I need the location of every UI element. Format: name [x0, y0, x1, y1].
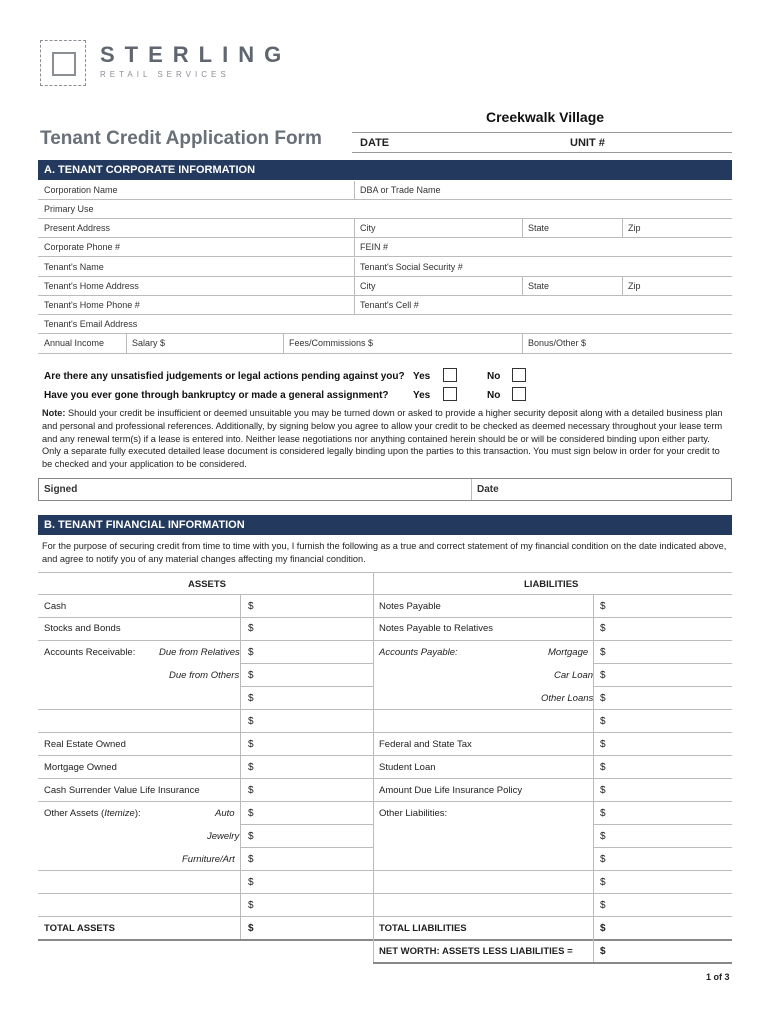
yes-label: Yes: [413, 390, 431, 401]
total-liabilities-dollar[interactable]: $: [600, 923, 606, 934]
property-name: Creekwalk Village: [486, 109, 605, 125]
no-label: No: [487, 390, 501, 401]
table-rule: [240, 686, 373, 687]
form-row[interactable]: [38, 277, 732, 296]
header-rule: [352, 132, 732, 133]
table-rule: [38, 801, 732, 802]
asset-ar: Accounts Receivable:: [44, 647, 136, 658]
table-rule: [38, 709, 373, 710]
asset-real-estate: Real Estate Owned: [44, 739, 126, 750]
note-text: Should your credit be insufficient or deemed unsuitable you may be turned down or asked to provide a higher security deposit along with a detailed business plan and personal and professional references. Additionally, by signing below you agree to allow your credit to be checked as deemed necessary throughout your lease term and any renewal term(s) if a lease is entered into. Neither lease negotiations nor anything contained herein should be or will be considered binding upon either party. Only a separate fully executed detailed lease document is considered legally binding upon the parties to this transaction. You must sign below in order for your credit to be checked and your application to be considered.: [42, 408, 723, 470]
bankruptcy-no-checkbox[interactable]: [512, 387, 526, 401]
date-label[interactable]: DATE: [360, 137, 390, 149]
liab-other-loans: Other Loans: [541, 693, 594, 704]
signed-label: Signed: [44, 484, 78, 495]
no-label: No: [487, 371, 501, 382]
asset-cash: Cash: [44, 601, 67, 612]
email-label: Tenant's Email Address: [44, 319, 138, 329]
table-rule: [38, 778, 732, 779]
dollar-sign[interactable]: $: [600, 739, 606, 750]
table-rule: [373, 962, 732, 964]
primary-use-label: Primary Use: [44, 204, 94, 214]
dollar-sign[interactable]: $: [248, 623, 254, 634]
fees-label: Fees/Commissions $: [289, 338, 374, 348]
divider: [522, 277, 523, 296]
table-rule: [373, 709, 732, 710]
bankruptcy-yes-checkbox[interactable]: [443, 387, 457, 401]
logo-subtitle: RETAIL SERVICES: [100, 70, 230, 79]
dollar-sign[interactable]: $: [248, 647, 254, 658]
table-rule: [593, 847, 732, 848]
divider: [354, 219, 355, 238]
date-label: Date: [477, 484, 499, 495]
table-rule: [593, 824, 732, 825]
divider: [522, 219, 523, 238]
form-row[interactable]: [38, 258, 732, 277]
liab-notes: Notes Payable: [379, 601, 441, 612]
form-row[interactable]: [38, 238, 732, 257]
dollar-sign[interactable]: $: [600, 854, 606, 865]
asset-furniture: Furniture/Art: [182, 854, 235, 865]
liabilities-header: LIABILITIES: [524, 579, 579, 590]
ssn-label: Tenant's Social Security #: [360, 262, 463, 272]
dba-label: DBA or Trade Name: [360, 185, 441, 195]
divider: [522, 334, 523, 353]
city-label: City: [360, 281, 376, 291]
dollar-sign[interactable]: $: [600, 670, 606, 681]
total-assets-label: TOTAL ASSETS: [44, 923, 115, 934]
other-assets-end: ):: [134, 808, 141, 819]
zip-label: Zip: [628, 281, 641, 291]
asset-stocks: Stocks and Bonds: [44, 623, 121, 634]
table-rule: [38, 755, 732, 756]
table-rule: [240, 663, 373, 664]
state-label: State: [528, 223, 550, 233]
table-rule: [373, 893, 732, 894]
yes-label: Yes: [413, 371, 431, 382]
dollar-sign[interactable]: $: [248, 601, 254, 612]
liab-other: Other Liabilities:: [379, 808, 448, 819]
tenant-name-label: Tenant's Name: [44, 262, 104, 272]
note-label: Note:: [42, 408, 66, 418]
form-row[interactable]: [38, 200, 732, 219]
signature-row[interactable]: [38, 478, 732, 501]
cell-label: Tenant's Cell #: [360, 300, 419, 310]
page-title: Tenant Credit Application Form: [40, 128, 322, 149]
dollar-sign[interactable]: $: [600, 877, 606, 888]
dollar-sign[interactable]: $: [248, 900, 254, 911]
dollar-sign[interactable]: $: [248, 854, 254, 865]
table-rule: [38, 640, 732, 641]
liab-fed-tax: Federal and State Tax: [379, 739, 472, 750]
dollar-sign[interactable]: $: [248, 877, 254, 888]
question-judgements: Are there any unsatisfied judgements or legal actions pending against you?: [44, 371, 405, 382]
table-rule: [38, 939, 732, 941]
column-rule: [593, 594, 594, 962]
other-assets-label: Other Assets (: [44, 808, 105, 819]
asset-mortgage-owned: Mortgage Owned: [44, 762, 117, 773]
dollar-sign[interactable]: $: [248, 808, 254, 819]
dollar-sign[interactable]: $: [248, 785, 254, 796]
divider: [622, 277, 623, 296]
dollar-sign[interactable]: $: [600, 900, 606, 911]
present-address-label: Present Address: [44, 223, 111, 233]
note-paragraph: [42, 407, 730, 471]
table-rule: [38, 870, 373, 871]
unit-label[interactable]: UNIT #: [570, 137, 605, 149]
liab-student: Student Loan: [379, 762, 436, 773]
purpose-text: For the purpose of securing credit from time to time with you, I furnish the following as a true and correct statement of my financial condition on the date indicated above, and agree to notify you of any material changes affecting my financial condition.: [42, 541, 727, 564]
home-phone-label: Tenant's Home Phone #: [44, 300, 140, 310]
divider: [283, 334, 284, 353]
salary-label: Salary $: [132, 338, 166, 348]
liab-car-loan: Car Loan: [554, 670, 594, 681]
dollar-sign[interactable]: $: [600, 785, 606, 796]
bonus-label: Bonus/Other $: [528, 338, 587, 348]
net-worth-dollar[interactable]: $: [600, 946, 606, 957]
asset-csv-life: Cash Surrender Value Life Insurance: [44, 785, 200, 796]
asset-due-relatives: Due from Relatives: [159, 647, 240, 658]
table-rule: [240, 847, 373, 848]
divider: [354, 258, 355, 277]
dollar-sign[interactable]: $: [600, 693, 606, 704]
dollar-sign[interactable]: $: [600, 623, 606, 634]
dollar-sign[interactable]: $: [248, 716, 254, 727]
state-label: State: [528, 281, 550, 291]
table-rule: [38, 617, 732, 618]
column-rule: [240, 594, 241, 939]
table-rule: [38, 594, 732, 595]
dollar-sign[interactable]: $: [248, 670, 254, 681]
corp-name-label: Corporation Name: [44, 185, 118, 195]
section-a-header: A. TENANT CORPORATE INFORMATION: [38, 160, 732, 180]
asset-other: [44, 808, 141, 819]
dollar-sign[interactable]: $: [600, 831, 606, 842]
header-rule: [352, 152, 732, 153]
dollar-sign[interactable]: $: [600, 647, 606, 658]
table-rule: [593, 663, 732, 664]
divider: [622, 219, 623, 238]
table-rule: [373, 870, 732, 871]
asset-jewelry: Jewelry: [207, 831, 240, 842]
dollar-sign[interactable]: $: [248, 762, 254, 773]
liab-mortgage: Mortgage: [548, 647, 589, 658]
table-rule: [240, 824, 373, 825]
table-rule: [593, 686, 732, 687]
judgements-yes-checkbox[interactable]: [443, 368, 457, 382]
dollar-sign[interactable]: $: [248, 739, 254, 750]
divider: [471, 479, 472, 500]
column-rule: [373, 572, 374, 962]
dollar-sign[interactable]: $: [600, 808, 606, 819]
itemize-label: Itemize: [104, 808, 135, 819]
form-row[interactable]: [38, 181, 732, 200]
divider: [354, 238, 355, 257]
city-label: City: [360, 223, 376, 233]
table-rule: [38, 732, 732, 733]
fein-label: FEIN #: [360, 242, 389, 252]
dollar-sign[interactable]: $: [600, 716, 606, 727]
section-b-header: B. TENANT FINANCIAL INFORMATION: [38, 515, 732, 535]
question-bankruptcy: Have you ever gone through bankruptcy or made a general assignment?: [44, 390, 389, 401]
dollar-sign[interactable]: $: [248, 831, 254, 842]
table-rule: [38, 916, 732, 917]
divider: [354, 277, 355, 296]
judgements-no-checkbox[interactable]: [512, 368, 526, 382]
liab-ap: Accounts Payable:: [379, 647, 458, 658]
dollar-sign[interactable]: $: [248, 693, 254, 704]
liab-notes-relatives: Notes Payable to Relatives: [379, 623, 494, 634]
corp-phone-label: Corporate Phone #: [44, 242, 121, 252]
form-row[interactable]: [38, 334, 732, 354]
logo-mark: [40, 40, 86, 86]
asset-auto: Auto: [215, 808, 235, 819]
page-number: 1 of 3: [706, 972, 730, 982]
divider: [126, 334, 127, 353]
dollar-sign[interactable]: $: [600, 762, 606, 773]
form-row[interactable]: [38, 315, 732, 334]
dollar-sign[interactable]: $: [600, 601, 606, 612]
liab-life-ins: Amount Due Life Insurance Policy: [379, 785, 523, 796]
logo-name: STERLING: [100, 42, 292, 67]
divider: [354, 181, 355, 200]
net-worth-label: NET WORTH: ASSETS LESS LIABILITIES =: [379, 946, 573, 957]
assets-header: ASSETS: [188, 579, 227, 590]
form-row[interactable]: [38, 296, 732, 315]
form-row[interactable]: [38, 219, 732, 238]
table-rule: [38, 893, 373, 894]
asset-due-others: Due from Others: [169, 670, 240, 681]
table-rule: [38, 572, 732, 573]
total-assets-dollar[interactable]: $: [248, 923, 254, 934]
home-address-label: Tenant's Home Address: [44, 281, 139, 291]
zip-label: Zip: [628, 223, 641, 233]
total-liabilities-label: TOTAL LIABILITIES: [379, 923, 467, 934]
annual-income-label: Annual Income: [44, 338, 105, 348]
divider: [354, 296, 355, 315]
